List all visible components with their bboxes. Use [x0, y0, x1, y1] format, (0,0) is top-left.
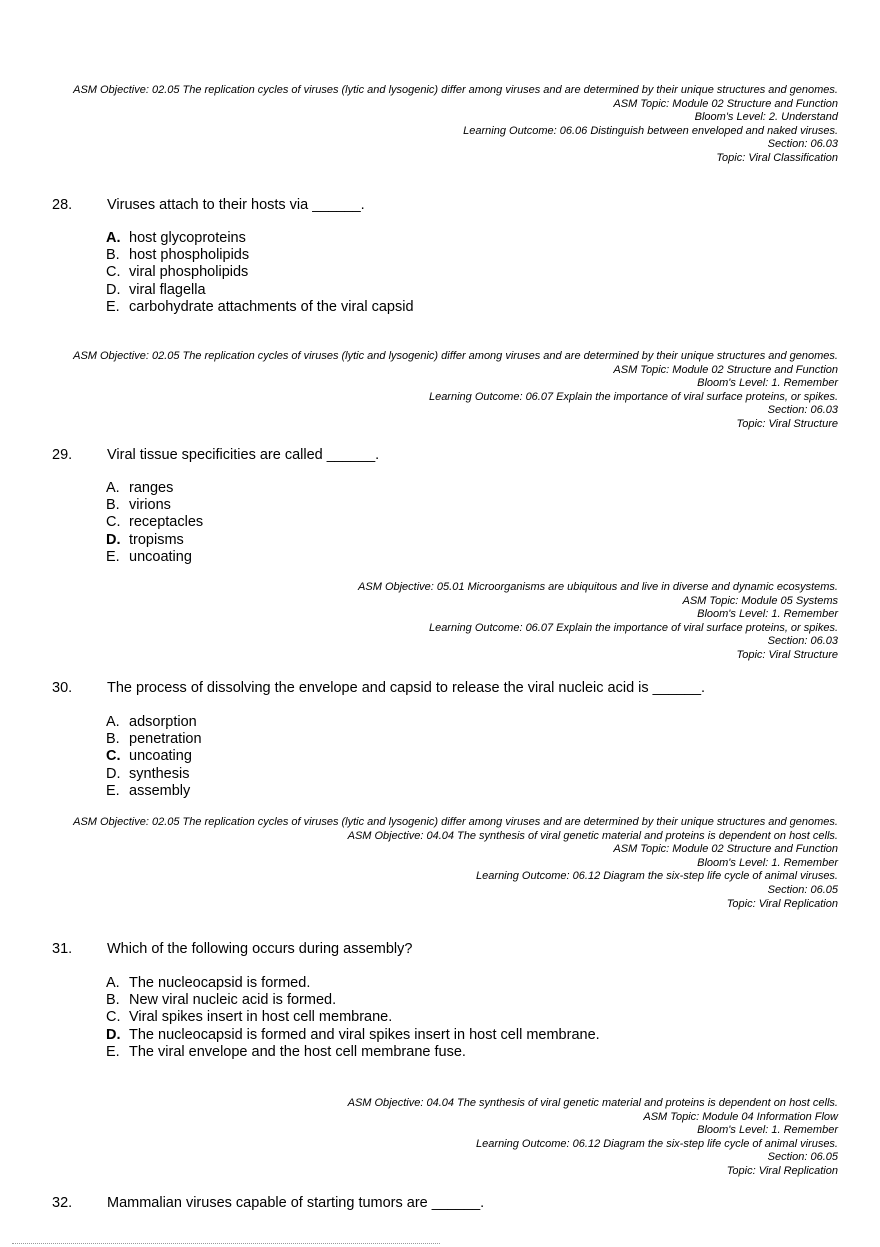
- options-list: [106, 714, 202, 800]
- options-list: [106, 480, 203, 566]
- asm-objective: ASM Objective: 04.04 The synthesis of viral genetic material and proteins is dependent on host cells.: [347, 1097, 838, 1109]
- section: Section: 06.03: [767, 404, 838, 417]
- option-e: E. The viral envelope and the host cell membrane fuse.: [106, 1043, 466, 1060]
- options-list: [106, 975, 600, 1061]
- question-stem: Which of the following occurs during assembly?: [107, 941, 413, 957]
- option-c: C. viral phospholipids: [106, 264, 249, 281]
- metadata-block: [48, 581, 838, 663]
- option-e: E. carbohydrate attachments of the viral capsid: [106, 298, 414, 315]
- option-b: B. penetration: [106, 731, 202, 748]
- option-b: B. virions: [106, 497, 171, 514]
- learning-outcome: Learning Outcome: 06.07 Explain the importance of viral surface proteins, or spikes.: [428, 621, 838, 634]
- asm-topic: ASM Topic: Module 02 Structure and Function: [613, 363, 838, 376]
- asm-topic: ASM Topic: Module 05 Systems: [682, 594, 838, 607]
- blooms-level: Bloom's Level: 1. Remember: [697, 608, 838, 621]
- metadata-block: [48, 84, 838, 166]
- asm-objective: ASM Objective: 02.05 The replication cycles of viruses (lytic and lysogenic) differ among viruses and are determined by their unique structures and genomes.: [73, 350, 838, 362]
- learning-outcome: Learning Outcome: 06.07 Explain the importance of viral surface proteins, or spikes.: [428, 390, 838, 403]
- option-a: A. The nucleocapsid is formed.: [106, 975, 311, 991]
- question-number: 30.: [52, 680, 73, 696]
- options-list: [106, 230, 414, 316]
- asm-objective: ASM Objective: 02.05 The replication cycles of viruses (lytic and lysogenic) differ among viruses and are determined by their unique structures and genomes.: [73, 816, 838, 828]
- question-stem: The process of dissolving the envelope and capsid to release the viral nucleic acid is ______.: [107, 680, 706, 696]
- option-a: A. host glycoproteins: [106, 230, 246, 246]
- option-b: B. host phospholipids: [106, 247, 250, 264]
- option-e: E. assembly: [106, 782, 191, 799]
- question-number: 31.: [52, 941, 73, 957]
- option-c: C. uncoating: [106, 748, 192, 765]
- asm-topic: ASM Topic: Module 02 Structure and Function: [613, 97, 838, 110]
- blooms-level: Bloom's Level: 2. Understand: [694, 111, 838, 124]
- question-number: 32.: [52, 1195, 73, 1211]
- option-d: D. tropisms: [106, 531, 184, 548]
- section: Section: 06.05: [767, 883, 838, 896]
- learning-outcome: Learning Outcome: 06.12 Diagram the six-step life cycle of animal viruses.: [476, 1137, 838, 1150]
- option-d: D. viral flagella: [106, 281, 206, 298]
- asm-topic: ASM Topic: Module 02 Structure and Function: [613, 843, 838, 856]
- topic: Topic: Viral Replication: [726, 897, 838, 910]
- blooms-level: Bloom's Level: 1. Remember: [697, 1124, 838, 1137]
- asm-objective: ASM Objective: 05.01 Microorganisms are ubiquitous and live in diverse and dynamic ecosystems.: [358, 581, 838, 593]
- option-c: C. Viral spikes insert in host cell membrane.: [106, 1009, 393, 1026]
- metadata-block: [48, 816, 838, 911]
- asm-objective: ASM Objective: 02.05 The replication cycles of viruses (lytic and lysogenic) differ among viruses and are determined by their unique structures and genomes.: [73, 84, 838, 96]
- learning-outcome: Learning Outcome: 06.12 Diagram the six-step life cycle of animal viruses.: [476, 870, 838, 883]
- topic: Topic: Viral Structure: [736, 417, 838, 430]
- option-c: C. receptacles: [106, 514, 204, 531]
- topic: Topic: Viral Structure: [736, 648, 838, 661]
- blooms-level: Bloom's Level: 1. Remember: [697, 856, 838, 869]
- option-d: D. synthesis: [106, 765, 190, 782]
- asm-topic: ASM Topic: Module 04 Information Flow: [643, 1110, 838, 1123]
- section: Section: 06.03: [767, 635, 838, 648]
- blooms-level: Bloom's Level: 1. Remember: [697, 377, 838, 390]
- option-b: B. New viral nucleic acid is formed.: [106, 992, 337, 1009]
- option-d: D. The nucleocapsid is formed and viral spikes insert in host cell membrane.: [106, 1026, 600, 1043]
- page-divider: [12, 1243, 440, 1244]
- section: Section: 06.05: [767, 1151, 838, 1164]
- option-a: A. ranges: [106, 480, 174, 496]
- learning-outcome: Learning Outcome: 06.06 Distinguish between enveloped and naked viruses.: [463, 124, 838, 137]
- question-stem: Mammalian viruses capable of starting tumors are ______.: [107, 1195, 485, 1211]
- topic: Topic: Viral Classification: [716, 151, 838, 164]
- question-number: 28.: [52, 197, 73, 213]
- topic: Topic: Viral Replication: [726, 1164, 838, 1177]
- option-e: E. uncoating: [106, 548, 192, 565]
- asm-objective: ASM Objective: 04.04 The synthesis of viral genetic material and proteins is dependent on host cells.: [347, 829, 838, 842]
- option-a: A. adsorption: [106, 714, 197, 730]
- question-number: 29.: [52, 447, 73, 463]
- question-stem: Viruses attach to their hosts via ______.: [107, 197, 365, 213]
- question-stem: Viral tissue specificities are called ______.: [107, 447, 380, 463]
- section: Section: 06.03: [767, 138, 838, 151]
- metadata-block: [48, 1097, 838, 1179]
- metadata-block: [48, 350, 838, 432]
